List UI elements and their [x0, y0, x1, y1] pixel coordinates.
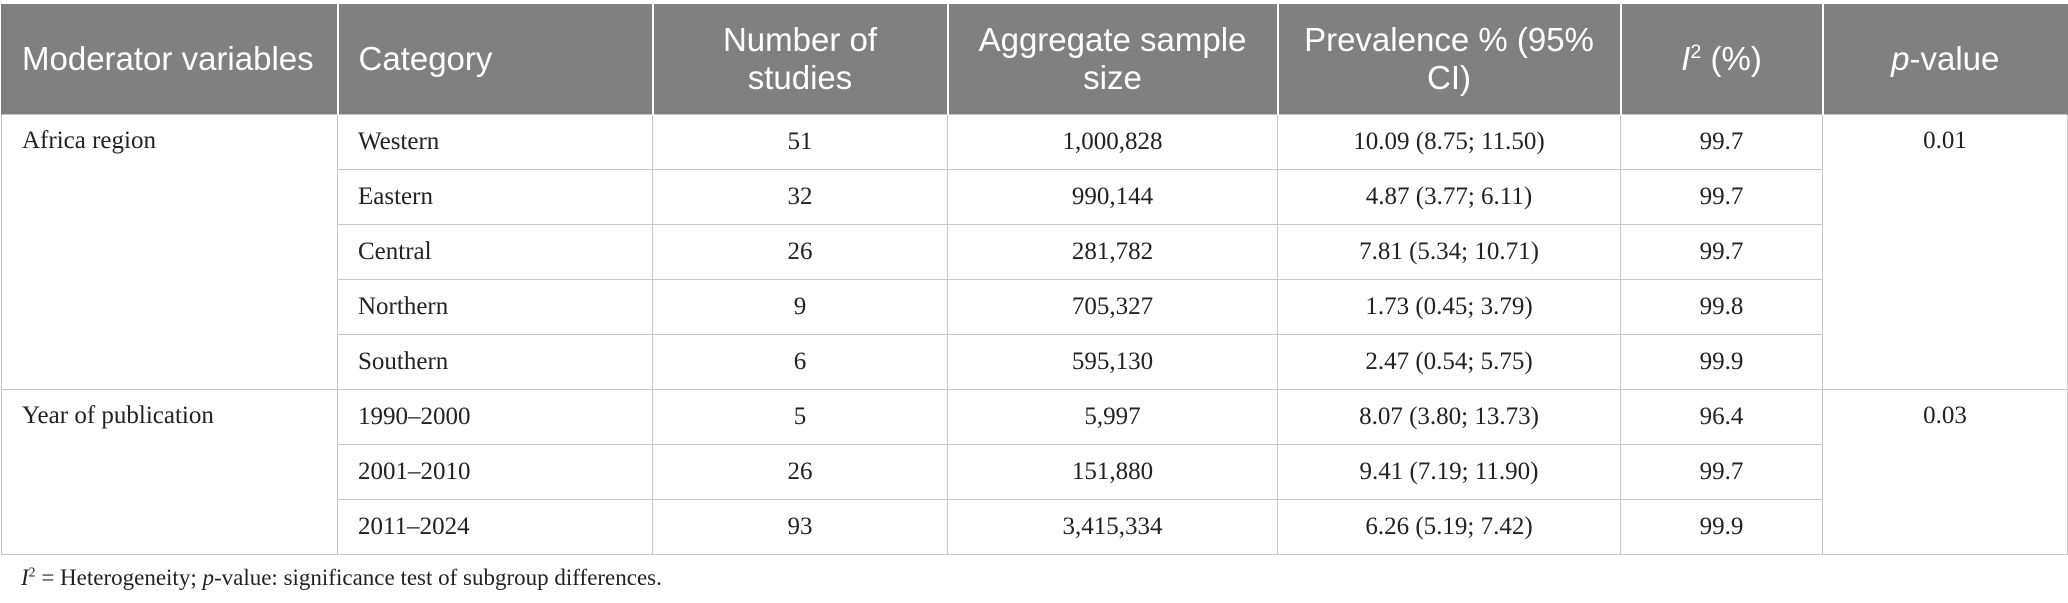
p-value-cell: 0.03: [1823, 389, 2068, 554]
i2-cell: 99.7: [1621, 224, 1823, 279]
table-container: [0, 4, 2068, 555]
table-row: [2, 389, 2068, 444]
header-i2-letter: I: [1681, 39, 1691, 77]
category-cell: Central: [338, 224, 653, 279]
studies-cell: 5: [653, 389, 948, 444]
prevalence-cell: 2.47 (0.54; 5.75): [1278, 334, 1621, 389]
studies-cell: 9: [653, 279, 948, 334]
table-row: [2, 114, 2068, 169]
i2-cell: 99.9: [1621, 499, 1823, 554]
footnote-part2: -value: significance test of subgroup differences.: [213, 565, 662, 590]
prevalence-cell: 9.41 (7.19; 11.90): [1278, 444, 1621, 499]
table-footnote: [21, 565, 662, 591]
category-cell: Southern: [338, 334, 653, 389]
prevalence-cell: 1.73 (0.45; 3.79): [1278, 279, 1621, 334]
header-studies: Number of studies: [653, 4, 948, 114]
moderator-analysis-table: [1, 4, 2068, 555]
category-cell: Eastern: [338, 169, 653, 224]
moderator-cell: Africa region: [2, 114, 338, 389]
i2-cell: 99.7: [1621, 444, 1823, 499]
sample-cell: 1,000,828: [948, 114, 1278, 169]
studies-cell: 26: [653, 444, 948, 499]
sample-cell: 151,880: [948, 444, 1278, 499]
header-p-value: [1823, 4, 2068, 114]
header-sample: Aggregate sample size: [948, 4, 1278, 114]
i2-cell: 99.9: [1621, 334, 1823, 389]
header-prevalence: Prevalence % (95% CI): [1278, 4, 1621, 114]
sample-cell: 990,144: [948, 169, 1278, 224]
i2-cell: 99.8: [1621, 279, 1823, 334]
header-i2-sup: 2: [1690, 40, 1702, 63]
prevalence-cell: 4.87 (3.77; 6.11): [1278, 169, 1621, 224]
header-p-rest: -value: [1909, 39, 2000, 77]
footnote-p-letter: p: [202, 565, 214, 590]
i2-cell: 96.4: [1621, 389, 1823, 444]
header-i2-rest: (%): [1701, 39, 1762, 77]
sample-cell: 281,782: [948, 224, 1278, 279]
p-value-cell: 0.01: [1823, 114, 2068, 389]
footnote-part1: = Heterogeneity;: [35, 565, 203, 590]
prevalence-cell: 10.09 (8.75; 11.50): [1278, 114, 1621, 169]
i2-cell: 99.7: [1621, 169, 1823, 224]
category-cell: 1990–2000: [338, 389, 653, 444]
header-moderator: Moderator variables: [2, 4, 338, 114]
sample-cell: 595,130: [948, 334, 1278, 389]
table-header: [2, 4, 2068, 114]
footnote-i-sup: 2: [28, 564, 36, 580]
category-cell: 2001–2010: [338, 444, 653, 499]
i2-cell: 99.7: [1621, 114, 1823, 169]
footnote-i-letter: I: [21, 565, 29, 590]
prevalence-cell: 6.26 (5.19; 7.42): [1278, 499, 1621, 554]
header-category: Category: [338, 4, 653, 114]
studies-cell: 26: [653, 224, 948, 279]
header-row: [2, 4, 2068, 114]
studies-cell: 6: [653, 334, 948, 389]
studies-cell: 32: [653, 169, 948, 224]
category-cell: 2011–2024: [338, 499, 653, 554]
category-cell: Western: [338, 114, 653, 169]
header-p-letter: p: [1891, 39, 1910, 77]
sample-cell: 3,415,334: [948, 499, 1278, 554]
table-body: [2, 114, 2068, 554]
header-i2: [1621, 4, 1823, 114]
studies-cell: 51: [653, 114, 948, 169]
moderator-cell: Year of publication: [2, 389, 338, 554]
category-cell: Northern: [338, 279, 653, 334]
studies-cell: 93: [653, 499, 948, 554]
sample-cell: 705,327: [948, 279, 1278, 334]
prevalence-cell: 8.07 (3.80; 13.73): [1278, 389, 1621, 444]
sample-cell: 5,997: [948, 389, 1278, 444]
prevalence-cell: 7.81 (5.34; 10.71): [1278, 224, 1621, 279]
